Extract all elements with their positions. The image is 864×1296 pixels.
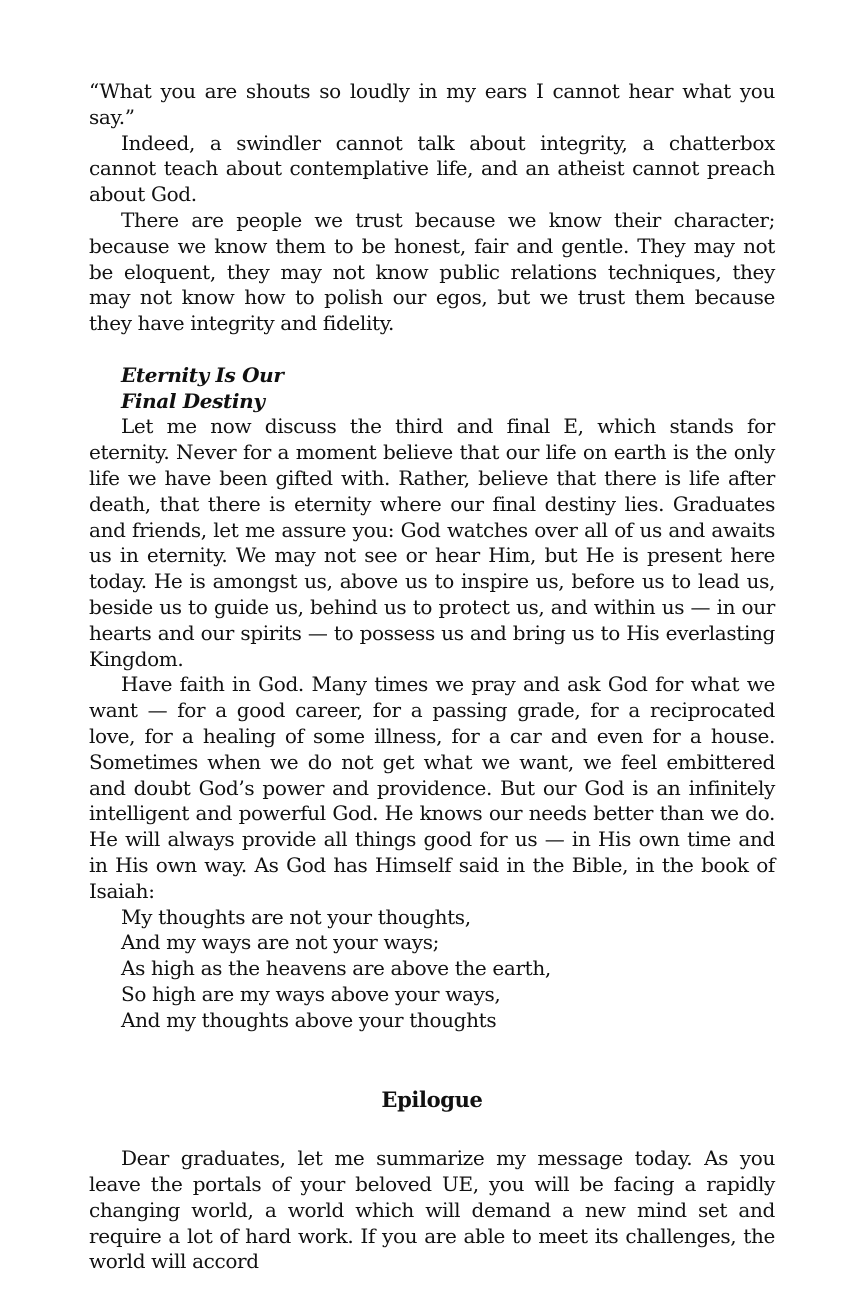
epilogue-title: Epilogue — [381, 1087, 483, 1113]
isaiah-quote — [121, 905, 775, 1034]
integrity-paragraph: Indeed, a swindler cannot talk about integrity, a chatterbox cannot teach about contemplative life, and an atheist cannot preach about God. — [89, 130, 775, 207]
quote-paragraph: “What you are shouts so loudly in my ears I cannot hear what you say.” — [89, 79, 775, 129]
poem-line: And my thoughts above your thoughts — [121, 1007, 497, 1032]
section-subheading — [121, 363, 775, 415]
document-page — [89, 79, 775, 1275]
subheading-line-1: Eternity Is Our — [121, 362, 284, 387]
poem-line: And my ways are not your ways; — [121, 930, 440, 955]
poem-line: As high as the heavens are above the earth, — [121, 956, 551, 981]
poem-line: My thoughts are not your thoughts, — [121, 904, 471, 929]
eternity-paragraph: Let me now discuss the third and final E, which stands for eternity. Never for a moment believe that our life on earth is the only life we have been gifted with. Rather, believe that there is life after death, that there is eternity where our final destiny lies. Graduates and friends, let me assure you: God watches over all of us and awaits us in eternity. We may not see or hear Him, but He is present here today. He is amongst us, above us to inspire us, before us to lead us, beside us to guide us, behind us to protect us, and within us — in our hearts and our spirits — to possess us and bring us to His everlasting Kingdom. — [89, 414, 775, 671]
subheading-line-2: Final Destiny — [121, 388, 265, 413]
poem-line: So high are my ways above your ways, — [121, 981, 501, 1006]
trust-paragraph: There are people we trust because we know their character; because we know them to be honest, fair and gentle. They may not be eloquent, they may not know public relations techniques, they may not know how to polish our egos, but we trust them because they have integrity and fidelity. — [89, 207, 775, 336]
faith-paragraph: Have faith in God. Many times we pray and ask God for what we want — for a good career, for a passing grade, for a reciprocated love, for a healing of some illness, for a car and even for a house. Sometimes when we do not get what we want, we feel embittered and doubt God’s power and providence. But our God is an infinitely intelligent and powerful God. He knows our needs better than we do. He will always provide all things good for us — in His own time and in His own way. As God has Himself said in the Bible, in the book of Isaiah: — [89, 672, 775, 903]
epilogue-paragraph: Dear graduates, let me summarize my message today. As you leave the portals of your beloved UE, you will be facing a rapidly changing world, a world which will demand a new mind set and require a lot of hard work. If you are able to meet its challenges, the world will accord — [89, 1146, 775, 1274]
